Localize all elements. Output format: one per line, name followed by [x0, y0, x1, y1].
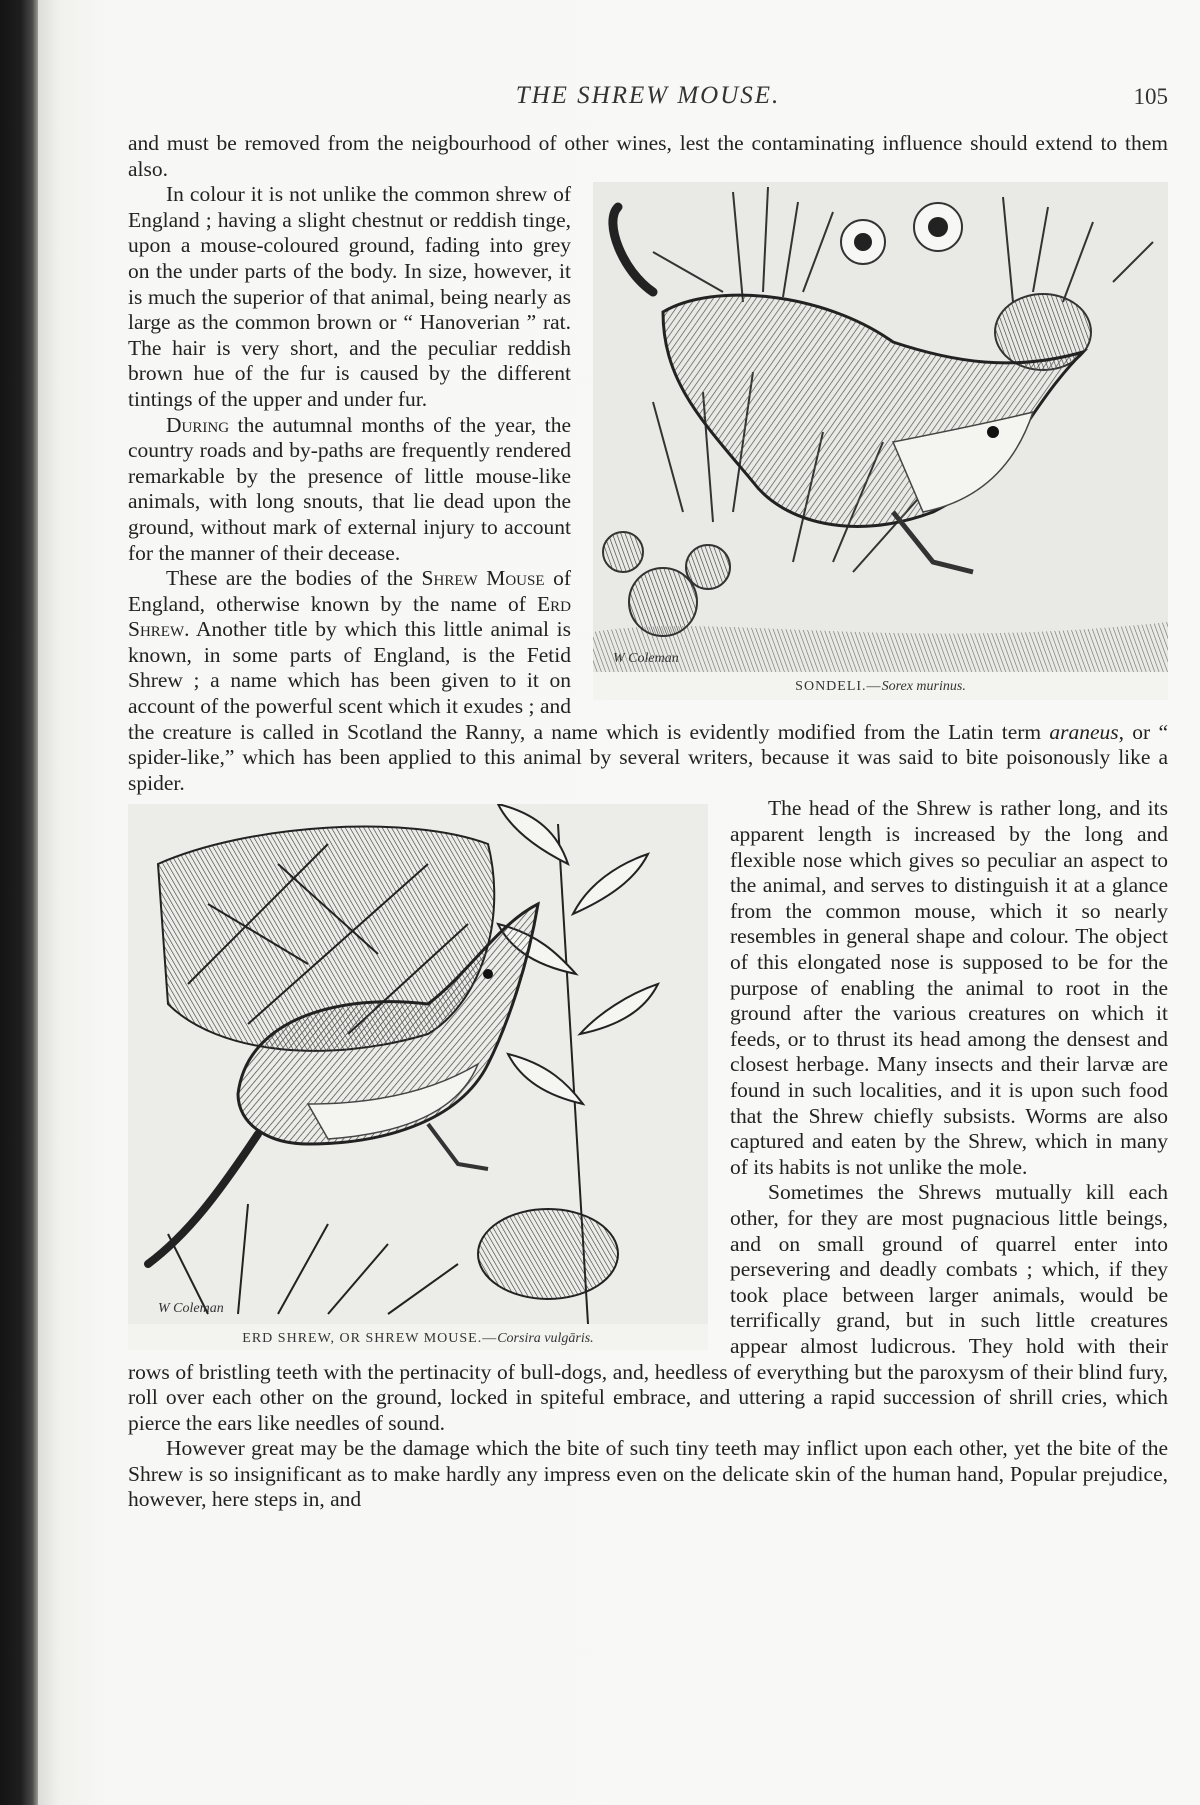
svg-text:W Coleman: W Coleman	[613, 651, 679, 667]
caption-latin: Corsira vulgāris.	[497, 1331, 594, 1347]
paragraph-head: The head of the Shrew is rather long, and its apparent length is increased by the long and flexible nose which gives so peculiar an aspect to the animal, and serves to distinguish it at a glance from the common mouse, which it so nearly resembles in general shape and colour. The object of this elongated nose is supposed to be for the purpose of enabling the animal to root in the ground after the various creatures on which it feeds, or to thrust its head among the densest and closest herbage. Many insects and their larvæ are found in such localities, and it is upon such food that the Shrew chiefly subsists. Worms are also captured and eaten by the Shrew, which in many of its habits is not unlike the mole.	[730, 796, 1168, 1179]
paragraph-combats: Sometimes the Shrews mutually kill each other, for they are most pugnacious little beings, and on small ground of quarrel enter into persevering and deadly combats ; which, if they took place between larger animals, would be terrifically grand, but in such little creatures appear almost ludicrous. They hold with their rows of bristling teeth with the pertinacity of bull-dogs, and, heedless of everything but the paroxysm of their blind fury, roll over each other on the ground, locked in spiteful embrace, and uttering a rapid succession of shrill cries, which pierce the ears like needles of sound.	[128, 1180, 1168, 1435]
running-head-title: THE SHREW MOUSE.	[515, 82, 781, 109]
sondeli-engraving	[593, 182, 1168, 672]
caption-latin: Sorex murinus.	[881, 679, 966, 695]
latin-term: araneus	[1049, 719, 1119, 744]
page-number: 105	[1133, 84, 1168, 109]
figure-erd-shrew	[128, 804, 708, 1350]
book-page	[38, 0, 1200, 1805]
figure-caption-sondeli	[593, 678, 1168, 696]
caption-main: SONDELI.—	[795, 679, 882, 695]
small-caps-term: Erd Shrew	[128, 591, 571, 642]
figure-sondeli	[593, 182, 1168, 700]
text-run: . Another title by which this little animal is known, in some parts of England, is the Fetid Shrew ; a name which has been given to it on account of the powerful scent which it exudes ; and the creature is called in Scotland the Ranny, a name which is evidently modified from the Latin term	[128, 617, 1050, 744]
text-run: These are the bodies of the	[166, 566, 422, 591]
book-binding-shadow	[0, 0, 38, 1805]
text-column	[128, 131, 1168, 1513]
paragraph-autumnal-text: the autumnal months of the year, the country roads and by-paths are frequently rendered remarkable by the presence of little mouse-like animals, with long snouts, that lie dead upon the ground, without mark of external injury to account for the manner of their decease.	[128, 412, 571, 565]
paragraph-colour: In colour it is not unlike the common shrew of England ; having a slight chestnut or reddish tinge, upon a mouse-coloured ground, fading into grey on the under parts of the body. In size, however, it is much the superior of that animal, being nearly as large as the common brown or “ Hanoverian ” rat. The hair is very short, and the peculiar reddish brown hue of the fur is caused by the different tintings of the upper and under fur.	[128, 182, 571, 411]
paragraph-bite: However great may be the damage which the bite of such tiny teeth may inflict upon each other, yet the bite of the Shrew is so insignificant as to make hardly any impress even on the delicate skin of the human hand, Popular prejudice, however, here steps in, and	[128, 1436, 1168, 1512]
figure-caption-erd-shrew	[128, 1330, 708, 1348]
svg-text:W Coleman: W Coleman	[158, 1301, 224, 1317]
text-run: of England, otherwise known by the name of	[128, 566, 571, 616]
caption-main: ERD SHREW, OR SHREW MOUSE.—	[242, 1331, 498, 1347]
drop-word: During	[166, 412, 230, 437]
small-caps-term: Shrew Mouse	[421, 566, 545, 591]
text-run: , or “ spider-like,” which has been applied to this animal by several writers, because it was said to bite poisonously like a spider.	[128, 719, 1168, 795]
running-head	[128, 78, 1168, 118]
paragraph-continuation: and must be removed from the neigbourhood of other wines, lest the contaminating influence should extend to them also.	[128, 131, 1168, 181]
erd-shrew-engraving	[128, 804, 708, 1324]
